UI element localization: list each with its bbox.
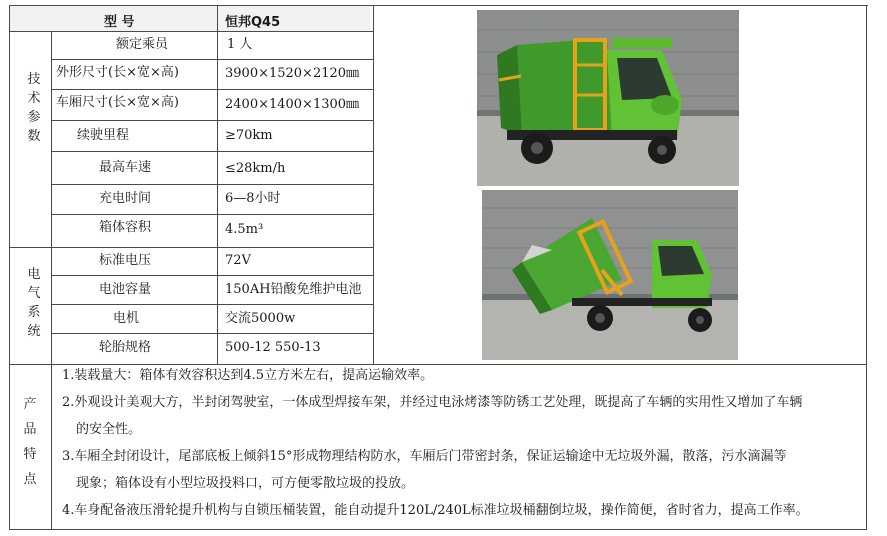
feature-line: 3.车厢全封闭设计，尾部底板上倾斜15°形成物理结构防水，车厢后门带密封条，保证运输途中无垃圾外漏，散落，污水滴漏等 <box>62 449 787 464</box>
spec-label: 充电时间 <box>99 191 152 206</box>
row-divider <box>51 275 373 276</box>
spec-value: 1 人 <box>227 37 253 52</box>
spec-value: 2400×1400×1300㎜ <box>225 97 360 112</box>
feature-line: 的安全性。 <box>76 422 142 437</box>
electrical-value: 72V <box>225 253 251 268</box>
column-divider <box>217 5 218 364</box>
truck-photo-tipping <box>482 190 738 360</box>
feature-line: 4.车身配备液压滑轮提升机构与自锁压桶装置，能自动提升120L/240L标准垃圾桶翻倒垃圾，操作简便，省时省力，提高工作率。 <box>62 503 809 518</box>
electrical-value: 150AH铅酸免维护电池 <box>225 282 362 297</box>
row-divider <box>9 31 373 32</box>
column-divider <box>51 31 52 364</box>
section-title-technical: 技 术 参 数 <box>27 72 41 144</box>
electrical-label: 电池容量 <box>99 282 152 297</box>
feature-line: 现象；箱体设有小型垃圾投料口，可方便零散垃圾的投放。 <box>76 476 415 491</box>
row-divider <box>867 5 868 6</box>
spec-value: ≥70km <box>225 128 273 143</box>
row-divider <box>51 59 373 60</box>
electrical-label: 标准电压 <box>99 253 152 268</box>
spec-label: 箱体容积 <box>99 220 152 235</box>
row-divider <box>51 304 373 305</box>
spec-label: 续驶里程 <box>77 128 130 143</box>
row-divider <box>51 184 373 185</box>
spec-value: ≤28km/h <box>225 161 286 176</box>
column-divider <box>373 5 374 364</box>
model-value: 恒邦Q45 <box>225 15 281 30</box>
electrical-label: 轮胎规格 <box>99 340 152 355</box>
section-title-features: 产 品 特 点 <box>23 397 37 487</box>
row-divider <box>51 214 373 215</box>
header-row <box>10 6 370 31</box>
feature-line: 1.装载量大：箱体有效容积达到4.5立方米左右，提高运输效率。 <box>62 368 434 383</box>
spec-label: 车厢尺寸(长×宽×高) <box>56 95 179 110</box>
section-divider <box>9 364 867 365</box>
truck-photo-front <box>477 10 739 186</box>
row-divider <box>51 151 373 152</box>
spec-label: 外形尺寸(长×宽×高) <box>56 65 179 80</box>
spec-value: 3900×1520×2120㎜ <box>225 66 360 81</box>
electrical-value: 500-12 550-13 <box>225 340 321 355</box>
electrical-label: 电机 <box>113 311 140 326</box>
row-divider <box>51 333 373 334</box>
row-divider <box>51 89 373 90</box>
model-label: 型 号 <box>104 15 135 30</box>
row-divider <box>51 120 373 121</box>
electrical-value: 交流5000w <box>225 311 296 326</box>
spec-value: 6—8小时 <box>225 191 281 206</box>
section-divider <box>9 247 373 248</box>
section-title-electrical: 电 气 系 统 <box>27 267 41 339</box>
feature-line: 2.外观设计美观大方，半封闭驾驶室，一体成型焊接车架，并经过电泳烤漆等防锈工艺处理，既提高了车辆的实用性又增加了车辆 <box>62 395 803 410</box>
spec-label: 额定乘员 <box>116 37 169 52</box>
spec-value: 4.5m³ <box>225 222 264 237</box>
column-divider <box>51 364 52 530</box>
spec-label: 最高车速 <box>99 160 152 175</box>
